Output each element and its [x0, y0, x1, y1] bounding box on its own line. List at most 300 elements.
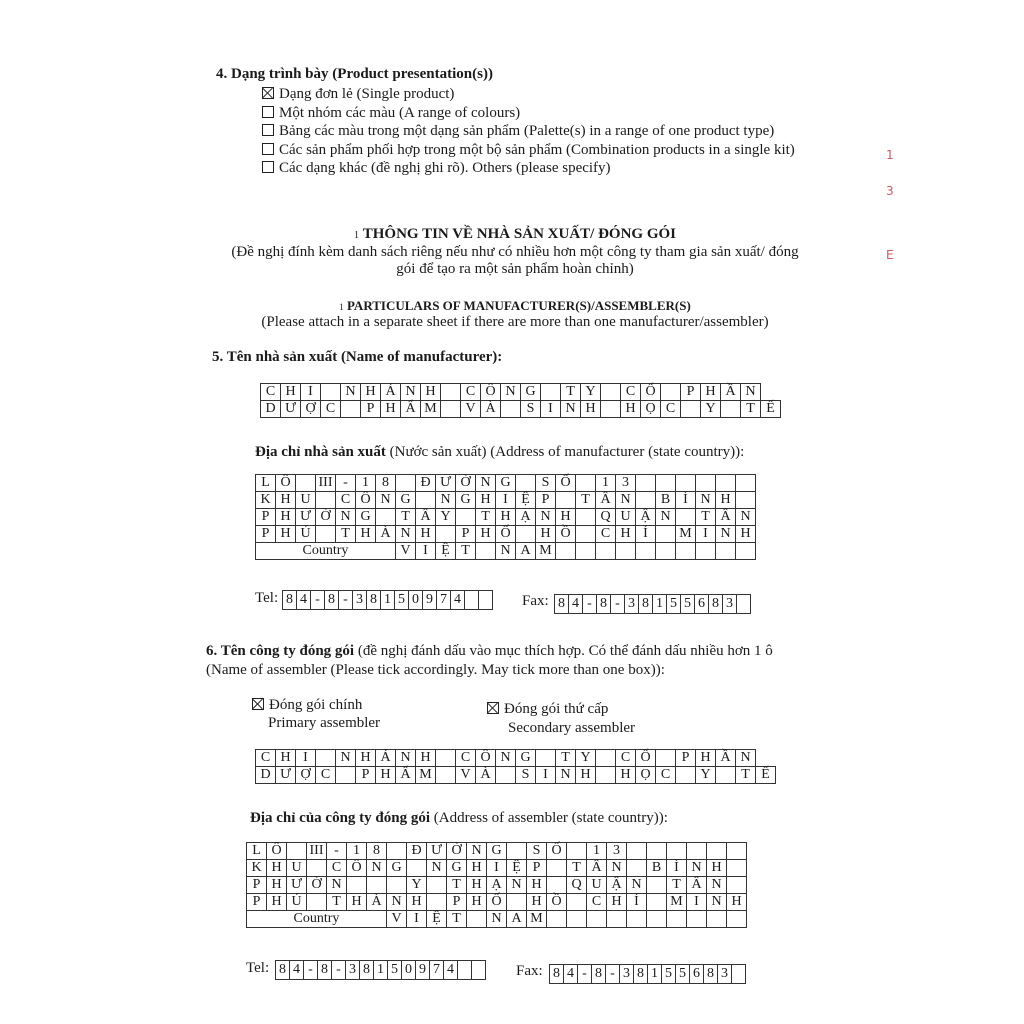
grid-cell: [736, 475, 756, 492]
grid-cell: U: [616, 509, 636, 526]
grid-cell: N: [427, 860, 447, 877]
country-cell: T: [447, 911, 467, 928]
grid-cell: [436, 767, 456, 784]
grid-cell: Ọ: [641, 401, 661, 418]
digit-cell: 8: [704, 965, 718, 984]
digit-cell: [732, 965, 746, 984]
grid-cell: G: [521, 384, 541, 401]
grid-cell: N: [341, 384, 361, 401]
country-cell: M: [536, 543, 556, 560]
grid-cell: [556, 492, 576, 509]
grid-cell: Ổ: [636, 750, 656, 767]
grid-cell: À: [367, 894, 387, 911]
grid-cell: H: [347, 894, 367, 911]
grid-cell: [501, 401, 521, 418]
digit-cell: 4: [444, 961, 458, 980]
digit-cell: 9: [416, 961, 430, 980]
grid-cell: H: [576, 767, 596, 784]
digit-cell: 1: [648, 965, 662, 984]
grid-cell: P: [527, 860, 547, 877]
grid-cell: H: [616, 767, 636, 784]
primary-assembler-en: Primary assembler: [268, 715, 381, 731]
digit-cell: 8: [318, 961, 332, 980]
grid-cell: T: [667, 877, 687, 894]
grid-cell: Ầ: [721, 384, 741, 401]
grid-row: [247, 877, 747, 894]
grid-cell: T: [576, 492, 596, 509]
grid-cell: [636, 475, 656, 492]
grid-row: [247, 894, 747, 911]
section-6-title: 6. Tên công ty đóng gói (đề nghị đánh dấu vào mục thích hợp. Có thể đánh dấu nhiều hơn 1 ô: [206, 643, 773, 659]
grid-cell: -: [327, 843, 347, 860]
section-4-title: 4. Dạng trình bày (Product presentation(s)): [216, 66, 493, 82]
grid-cell: Ờ: [316, 509, 336, 526]
digit-cell: [472, 961, 486, 980]
grid-cell: [596, 543, 616, 560]
grid-row: [256, 526, 756, 543]
country-cell: I: [407, 911, 427, 928]
grid-cell: [507, 843, 527, 860]
grid-cell: N: [336, 750, 356, 767]
digit-cell: 5: [388, 961, 402, 980]
grid-cell: [707, 911, 727, 928]
grid-cell: H: [356, 750, 376, 767]
digit-cell: 9: [423, 591, 437, 610]
digit-cell: 4: [290, 961, 304, 980]
grid-cell: G: [396, 492, 416, 509]
grid-cell: [316, 526, 336, 543]
grid-cell: P: [536, 492, 556, 509]
grid-cell: H: [727, 894, 747, 911]
grid-row: [261, 384, 781, 401]
grid-cell: K: [256, 492, 276, 509]
country-cell: [476, 543, 496, 560]
grid-cell: G: [356, 509, 376, 526]
grid-cell: [736, 492, 756, 509]
grid-cell: N: [496, 750, 516, 767]
grid-cell: [687, 911, 707, 928]
grid-cell: [627, 860, 647, 877]
country-cell: T: [456, 543, 476, 560]
margin-mark-1: 1: [886, 148, 894, 162]
grid-cell: T: [561, 384, 581, 401]
grid-cell: III: [316, 475, 336, 492]
grid-cell: [681, 401, 701, 418]
grid-cell: [647, 843, 667, 860]
grid-cell: 8: [367, 843, 387, 860]
grid-cell: [716, 475, 736, 492]
digit-cell: 8: [709, 595, 723, 614]
grid-row: [256, 509, 756, 526]
digit-cell: 1: [653, 595, 667, 614]
grid-cell: G: [456, 492, 476, 509]
grid-cell: H: [276, 492, 296, 509]
grid-cell: P: [676, 750, 696, 767]
grid-cell: P: [456, 526, 476, 543]
grid-cell: H: [476, 492, 496, 509]
grid-cell: I: [541, 401, 561, 418]
grid-cell: M: [416, 767, 436, 784]
grid-cell: N: [501, 384, 521, 401]
digit-cell: 8: [639, 595, 653, 614]
presentation-option-label: Một nhóm các màu (A range of colours): [279, 104, 521, 121]
grid-cell: [307, 860, 327, 877]
grid-cell: G: [387, 860, 407, 877]
grid-cell: [721, 401, 741, 418]
grid-cell: H: [527, 877, 547, 894]
grid-cell: Ì: [676, 492, 696, 509]
manufacturer-name-grid: [260, 383, 781, 418]
grid-cell: N: [396, 750, 416, 767]
digit-cell: -: [339, 591, 353, 610]
grid-cell: [576, 543, 596, 560]
grid-cell: N: [656, 509, 676, 526]
presentation-option: [262, 160, 611, 177]
grid-cell: Ạ: [516, 509, 536, 526]
grid-cell: Â: [687, 877, 707, 894]
grid-cell: N: [556, 767, 576, 784]
grid-cell: [407, 860, 427, 877]
country-row: [256, 543, 756, 560]
digit-cell: [737, 595, 751, 614]
grid-cell: H: [616, 526, 636, 543]
presentation-checkbox[interactable]: [262, 87, 274, 99]
grid-cell: Ợ: [296, 767, 316, 784]
country-cell: I: [416, 543, 436, 560]
digit-cell: 5: [676, 965, 690, 984]
grid-cell: [601, 401, 621, 418]
grid-cell: [556, 543, 576, 560]
grid-cell: Á: [381, 384, 401, 401]
grid-cell: [567, 894, 587, 911]
grid-cell: H: [607, 894, 627, 911]
grid-cell: [696, 475, 716, 492]
grid-cell: [496, 767, 516, 784]
presentation-option-label: Các dạng khác (đề nghị ghi rõ). Others (please specify): [279, 160, 611, 176]
digit-cell: 7: [437, 591, 451, 610]
digit-cell: 8: [283, 591, 297, 610]
grid-cell: P: [256, 526, 276, 543]
digit-cell: -: [332, 961, 346, 980]
presentation-checkbox[interactable]: [262, 161, 274, 173]
grid-cell: [376, 509, 396, 526]
grid-cell: C: [661, 401, 681, 418]
presentation-checkbox[interactable]: [262, 143, 274, 155]
grid-cell: N: [616, 492, 636, 509]
grid-cell: [441, 401, 461, 418]
grid-cell: H: [707, 860, 727, 877]
assembler-fax-label: Fax:: [516, 963, 543, 979]
digit-cell: 8: [634, 965, 648, 984]
digit-cell: [465, 591, 479, 610]
grid-cell: H: [407, 894, 427, 911]
grid-cell: [507, 894, 527, 911]
grid-cell: Ư: [276, 767, 296, 784]
grid-cell: [647, 894, 667, 911]
grid-cell: [547, 911, 567, 928]
digit-cell: [458, 961, 472, 980]
digit-cell: [479, 591, 493, 610]
grid-cell: Ố: [547, 843, 567, 860]
assembler-address-label: Địa chỉ của công ty đóng gói (Address of assembler (state country)):: [250, 810, 668, 826]
presentation-checkbox[interactable]: [262, 106, 274, 118]
grid-cell: I: [487, 860, 507, 877]
grid-cell: [736, 543, 756, 560]
manufacturer-fax-grid: [554, 594, 751, 614]
manufacturer-tel-label: Tel:: [255, 590, 279, 606]
digit-cell: 1: [374, 961, 388, 980]
digit-cell: 4: [297, 591, 311, 610]
grid-cell: Y: [701, 401, 721, 418]
grid-cell: N: [716, 526, 736, 543]
grid-cell: N: [367, 860, 387, 877]
manufacturer-fax-label: Fax:: [522, 593, 549, 609]
grid-cell: M: [667, 894, 687, 911]
digit-cell: 5: [395, 591, 409, 610]
grid-cell: [576, 475, 596, 492]
margin-mark-3: E: [886, 248, 894, 262]
grid-cell: [716, 767, 736, 784]
country-label: Country: [247, 911, 387, 928]
grid-cell: H: [467, 877, 487, 894]
digit-cell: 6: [695, 595, 709, 614]
grid-cell: H: [276, 750, 296, 767]
grid-cell: C: [256, 750, 276, 767]
grid-cell: [676, 767, 696, 784]
grid-cell: C: [461, 384, 481, 401]
grid-cell: N: [696, 492, 716, 509]
grid-cell: M: [676, 526, 696, 543]
digit-cell: -: [578, 965, 592, 984]
digit-cell: 6: [690, 965, 704, 984]
presentation-option: [262, 123, 774, 140]
grid-cell: [427, 894, 447, 911]
grid-cell: [576, 526, 596, 543]
grid-cell: [316, 492, 336, 509]
manufacturer-address-grid: [255, 474, 756, 560]
secondary-assembler-option: Đóng gói thứ cấp: [487, 701, 608, 718]
presentation-checkbox[interactable]: [262, 124, 274, 136]
grid-cell: Ô: [276, 475, 296, 492]
grid-cell: C: [316, 767, 336, 784]
grid-cell: Ô: [481, 384, 501, 401]
grid-cell: C: [616, 750, 636, 767]
digit-cell: 8: [360, 961, 374, 980]
grid-cell: [436, 750, 456, 767]
country-cell: A: [507, 911, 527, 928]
grid-cell: N: [401, 384, 421, 401]
grid-row: [261, 401, 781, 418]
grid-cell: U: [296, 492, 316, 509]
grid-cell: G: [516, 750, 536, 767]
heading-vi: 1 THÔNG TIN VỀ NHÀ SẢN XUẤT/ ĐÓNG GÓI: [354, 226, 676, 242]
grid-cell: [456, 509, 476, 526]
grid-cell: B: [656, 492, 676, 509]
digit-cell: 8: [597, 595, 611, 614]
grid-cell: Q: [567, 877, 587, 894]
grid-cell: [341, 401, 361, 418]
grid-cell: H: [416, 750, 436, 767]
digit-cell: -: [583, 595, 597, 614]
country-cell: N: [496, 543, 516, 560]
grid-cell: C: [321, 401, 341, 418]
grid-cell: H: [356, 526, 376, 543]
grid-cell: [667, 911, 687, 928]
country-cell: [467, 911, 487, 928]
assembler-address-grid: [246, 842, 747, 928]
digit-cell: 1: [381, 591, 395, 610]
grid-cell: N: [476, 475, 496, 492]
grid-cell: Ế: [756, 767, 776, 784]
digit-cell: 0: [402, 961, 416, 980]
grid-cell: G: [447, 860, 467, 877]
grid-cell: T: [336, 526, 356, 543]
grid-cell: [601, 384, 621, 401]
grid-cell: 3: [607, 843, 627, 860]
grid-cell: Ờ: [456, 475, 476, 492]
grid-cell: Ú: [296, 526, 316, 543]
grid-cell: C: [587, 894, 607, 911]
grid-cell: I: [696, 526, 716, 543]
grid-cell: À: [476, 767, 496, 784]
grid-cell: C: [621, 384, 641, 401]
grid-cell: [307, 894, 327, 911]
digit-cell: 5: [681, 595, 695, 614]
assembler-tel-grid: [275, 960, 486, 980]
digit-cell: 4: [569, 595, 583, 614]
margin-mark-2: 3: [886, 184, 894, 198]
grid-cell: P: [447, 894, 467, 911]
digit-cell: -: [606, 965, 620, 984]
grid-cell: [687, 843, 707, 860]
grid-cell: C: [327, 860, 347, 877]
grid-cell: [596, 750, 616, 767]
grid-cell: G: [487, 843, 507, 860]
grid-row: [247, 843, 747, 860]
grid-cell: [541, 384, 561, 401]
grid-cell: [516, 475, 536, 492]
secondary-assembler-checkbox[interactable]: [487, 702, 499, 714]
grid-row: [256, 492, 756, 509]
grid-cell: C: [336, 492, 356, 509]
grid-cell: [716, 543, 736, 560]
grid-cell: H: [416, 526, 436, 543]
grid-cell: T: [696, 509, 716, 526]
grid-cell: Â: [587, 860, 607, 877]
digit-cell: 8: [276, 961, 290, 980]
grid-cell: [661, 384, 681, 401]
grid-row: [247, 860, 747, 877]
grid-cell: [627, 843, 647, 860]
grid-cell: H: [381, 401, 401, 418]
grid-cell: Ợ: [301, 401, 321, 418]
digit-cell: 8: [325, 591, 339, 610]
digit-cell: 3: [353, 591, 367, 610]
grid-cell: H: [267, 877, 287, 894]
grid-cell: [287, 843, 307, 860]
grid-cell: Ố: [556, 475, 576, 492]
grid-cell: Ệ: [507, 860, 527, 877]
grid-cell: T: [741, 401, 761, 418]
grid-cell: N: [376, 492, 396, 509]
heading-vi-note-1: (Đề nghị đính kèm danh sách riêng nếu như có nhiều hơn một công ty tham gia sản xuất/ đóng: [231, 244, 799, 260]
grid-cell: [727, 843, 747, 860]
grid-cell: Ư: [427, 843, 447, 860]
grid-cell: Ọ: [636, 767, 656, 784]
digit-cell: -: [304, 961, 318, 980]
grid-cell: Ố: [487, 894, 507, 911]
grid-cell: T: [567, 860, 587, 877]
assembler-fax-grid: [549, 964, 746, 984]
country-label: Country: [256, 543, 396, 560]
grid-cell: H: [527, 894, 547, 911]
digit-cell: 0: [409, 591, 423, 610]
grid-cell: H: [696, 750, 716, 767]
country-cell: V: [387, 911, 407, 928]
grid-cell: Ờ: [307, 877, 327, 894]
grid-cell: K: [247, 860, 267, 877]
grid-cell: P: [247, 877, 267, 894]
grid-cell: N: [607, 860, 627, 877]
presentation-option-label: Bảng các màu trong một dạng sản phẩm (Palette(s) in a range of one product type): [279, 123, 775, 139]
grid-cell: N: [741, 384, 761, 401]
grid-cell: Á: [376, 750, 396, 767]
grid-cell: H: [476, 526, 496, 543]
presentation-option: [262, 142, 795, 159]
grid-cell: P: [361, 401, 381, 418]
grid-cell: P: [256, 509, 276, 526]
grid-cell: [656, 750, 676, 767]
grid-cell: L: [256, 475, 276, 492]
grid-cell: C: [656, 767, 676, 784]
grid-cell: N: [687, 860, 707, 877]
grid-cell: [656, 526, 676, 543]
grid-cell: [707, 843, 727, 860]
grid-cell: [647, 911, 667, 928]
grid-cell: Ồ: [547, 894, 567, 911]
grid-cell: Ế: [761, 401, 781, 418]
grid-cell: Â: [416, 509, 436, 526]
grid-cell: [441, 384, 461, 401]
primary-assembler-checkbox[interactable]: [252, 698, 264, 710]
grid-cell: [656, 543, 676, 560]
grid-cell: À: [376, 526, 396, 543]
grid-cell: N: [736, 750, 756, 767]
grid-cell: [627, 911, 647, 928]
grid-cell: [296, 475, 316, 492]
grid-cell: 1: [356, 475, 376, 492]
grid-cell: 1: [347, 843, 367, 860]
grid-cell: D: [256, 767, 276, 784]
grid-cell: [387, 843, 407, 860]
grid-cell: [347, 877, 367, 894]
grid-cell: L: [247, 843, 267, 860]
grid-cell: I: [296, 750, 316, 767]
grid-cell: [576, 509, 596, 526]
heading-en-note: (Please attach in a separate sheet if there are more than one manufacturer/assembler): [261, 314, 769, 330]
digit-cell: 8: [550, 965, 564, 984]
grid-cell: P: [247, 894, 267, 911]
digit-cell: 4: [451, 591, 465, 610]
heading-vi-title: THÔNG TIN VỀ NHÀ SẢN XUẤT/ ĐÓNG GÓI: [362, 226, 676, 242]
grid-cell: H: [621, 401, 641, 418]
grid-cell: I: [687, 894, 707, 911]
grid-cell: H: [421, 384, 441, 401]
grid-cell: 1: [596, 475, 616, 492]
grid-cell: Ậ: [607, 877, 627, 894]
grid-cell: C: [261, 384, 281, 401]
grid-cell: N: [387, 894, 407, 911]
